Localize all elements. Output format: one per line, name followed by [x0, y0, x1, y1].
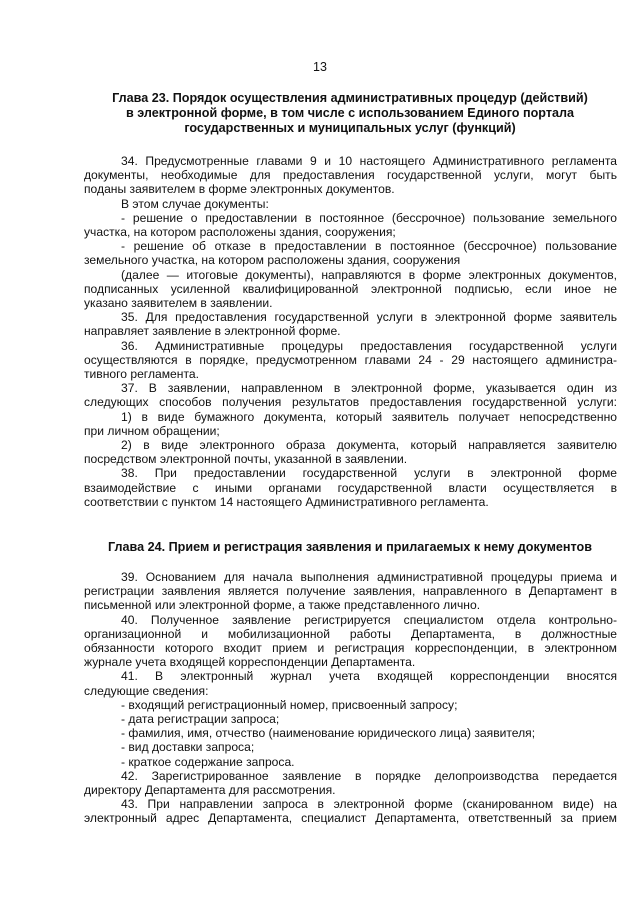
text-line: поданы заявителем в форме электронных документов. — [84, 182, 395, 197]
chapter-23-heading — [70, 91, 630, 136]
text-line: директору Департамента для рассмотрения. — [84, 783, 336, 798]
text-line: 42. Зарегистрированное заявление в порядке делопроизводства передается — [121, 768, 617, 783]
heading-line: государственных и муниципальных услуг (функций) — [184, 121, 516, 135]
text-line: - решение об отказе в предоставлении в постоянное (бессрочное) пользование — [121, 239, 617, 254]
text-line: указано заявителем в заявлении. — [84, 296, 273, 311]
text-line: 34. Предусмотренные главами 9 и 10 настоящего Административного регламента — [121, 154, 617, 168]
text-line: 2) в виде электронного образа документа, который направляется заявителю — [121, 438, 617, 453]
text-line: 41. В электронный журнал учета входящей корреспонденции вносятся — [121, 669, 617, 684]
text-line: журнале учета входящей корреспонденции Департамента. — [84, 655, 416, 670]
text-line: 37. В заявлении, направленном в электронной форме, указывается один из — [121, 381, 617, 396]
text-line: 35. Для предоставления государственной услуги в электронной форме заявитель — [121, 310, 617, 325]
text-line: электронный адрес Департамента, специалист Департамента, ответственный за прием — [84, 811, 617, 826]
text-line: В этом случае документы: — [121, 196, 269, 211]
text-line: - решение о предоставлении в постоянное (бессрочное) пользование земельного — [121, 210, 617, 225]
page-number: 13 — [313, 60, 327, 74]
text-line: при личном обращении; — [84, 423, 220, 438]
text-line: следующие сведения: — [84, 683, 209, 698]
text-line: 38. При предоставлении государственной услуги в электронной форме — [121, 466, 617, 481]
text-line: регистрации заявления является получение заявления, направленного в Департамент в — [84, 584, 617, 599]
text-line: соответствии с пунктом 14 настоящего Административного регламента. — [84, 494, 489, 509]
text-line: земельного участка, на котором расположены здания, сооружения — [84, 253, 461, 268]
text-line: тивного регламента. — [84, 367, 199, 382]
text-line: 43. При направлении запроса в электронной форме (сканированном виде) на — [121, 797, 617, 812]
text-line: 36. Административные процедуры предоставления государственной услуги — [121, 338, 617, 353]
heading-line: в электронной форме, в том числе с использованием Единого портала — [126, 106, 574, 120]
text-line: 39. Основанием для начала выполнения административной процедуры приема и — [121, 570, 617, 584]
text-line: 1) в виде бумажного документа, который заявитель получает непосредственно — [121, 409, 617, 424]
chapter-24-body — [84, 570, 617, 826]
text-line: - входящий регистрационный номер, присвоенный запросу; — [121, 697, 458, 712]
text-line: участка, на котором расположены здания, сооружения; — [84, 225, 396, 240]
text-line: 40. Полученное заявление регистрируется специалистом отдела контрольно- — [121, 612, 617, 627]
text-line: письменной или электронной форме, а также представленного лично. — [84, 598, 481, 613]
heading-line: Глава 24. Прием и регистрация заявления и прилагаемых к нему документов — [108, 540, 592, 554]
text-line: - вид доставки запроса; — [121, 740, 255, 755]
text-line: - краткое содержание запроса. — [121, 754, 295, 769]
text-line: посредством электронной почты, указанной в заявлении. — [84, 452, 408, 467]
text-line: (далее — итоговые документы), направляются в форме электронных документов, — [121, 267, 617, 282]
chapter-23-body — [84, 154, 617, 509]
text-line: направляет заявление в электронной форме. — [84, 324, 341, 339]
text-line: организационной и мобилизационной работы Департамента, в должностные — [84, 626, 617, 641]
text-line: следующих способов получения результатов предоставления государственной услуги: — [84, 395, 617, 410]
heading-line: Глава 23. Порядок осуществления административных процедур (действий) — [112, 91, 588, 105]
text-line: документы, необходимые для предоставления государственной услуги, могут быть — [84, 168, 617, 183]
text-line: взаимодействие с иными органами государственной власти осуществляется в — [84, 480, 617, 495]
text-line: - дата регистрации запроса; — [121, 712, 280, 727]
text-line: осуществляются в порядке, предусмотренном главами 24 - 29 настоящего администра- — [84, 352, 617, 367]
text-line: обязанности которого входит прием и регистрация корреспонденции, в электронном — [84, 641, 617, 656]
chapter-24-heading — [70, 540, 630, 555]
text-line: подписанных усиленной квалифицированной электронной подписью, если иное не — [84, 281, 617, 296]
text-line: - фамилия, имя, отчество (наименование юридического лица) заявителя; — [121, 726, 536, 741]
